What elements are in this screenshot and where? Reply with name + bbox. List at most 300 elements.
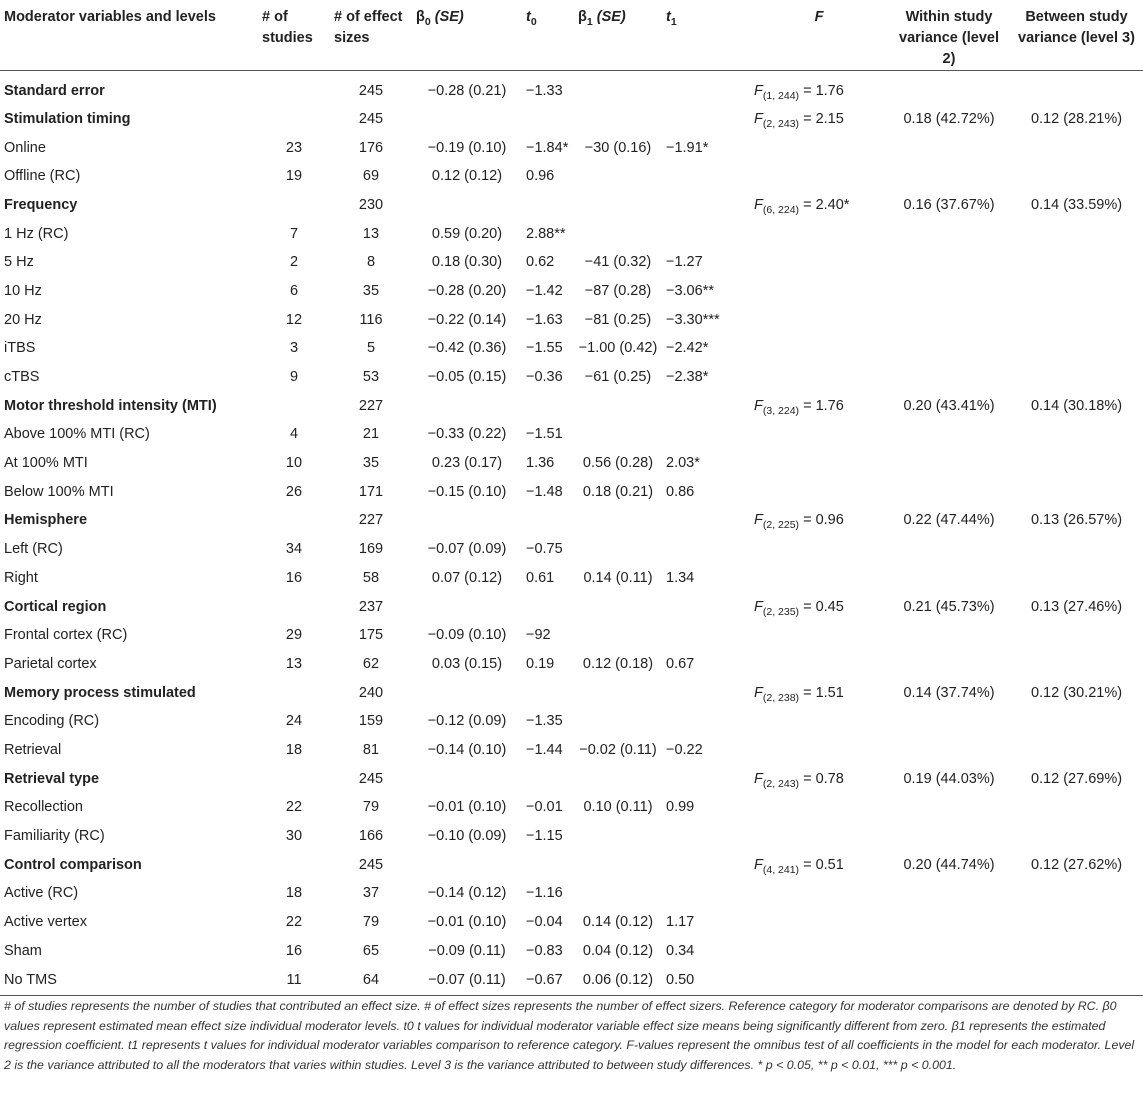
b0-cell: −0.07 (0.11) — [412, 965, 522, 995]
moderator-label: Below 100% MTI — [4, 483, 114, 500]
table-body — [0, 71, 1143, 996]
f-cell — [750, 822, 888, 851]
f-cell — [750, 305, 888, 334]
b1-cell — [574, 592, 662, 621]
table-row — [0, 822, 1143, 851]
between-cell — [1010, 477, 1143, 506]
b1-cell: 0.12 (0.18) — [582, 655, 654, 672]
studies-cell — [258, 592, 330, 621]
t1-cell — [662, 879, 750, 908]
effects-cell: 8 — [366, 254, 376, 271]
t0-cell: 1.36 — [526, 455, 555, 472]
moderator-label: Hemisphere — [4, 512, 88, 529]
table-row — [0, 879, 1143, 908]
t0-cell — [522, 191, 574, 220]
b0-cell: −0.07 (0.09) — [427, 541, 507, 558]
b1-cell — [574, 71, 662, 105]
t0-cell: −1.16 — [526, 885, 563, 902]
studies-cell: 23 — [285, 139, 303, 156]
within-cell: 0.14 (37.74%) — [903, 684, 995, 701]
studies-cell: 18 — [285, 741, 303, 758]
f-cell — [750, 621, 888, 650]
effects-cell: 81 — [362, 741, 380, 758]
f-cell: $F_{(6, 224)} = 2.40*$ — [754, 196, 850, 216]
t1-cell: 1.17 — [666, 914, 695, 931]
t0-cell — [522, 391, 574, 420]
t1-cell: −1.27 — [666, 254, 703, 271]
b1-cell: −1.00 (0.42) — [578, 340, 658, 357]
t1-cell: 0.50 — [662, 965, 750, 995]
b1-cell — [574, 191, 662, 220]
effects-cell: 21 — [362, 426, 380, 443]
b0-cell: −0.28 (0.21) — [427, 82, 507, 99]
between-cell — [1010, 162, 1143, 191]
t1-cell — [662, 219, 750, 248]
moderator-label: Control comparison — [4, 856, 142, 873]
header-effects: # of effect sizes — [330, 0, 412, 71]
studies-cell: 12 — [285, 311, 303, 328]
studies-cell: 6 — [289, 282, 299, 299]
within-cell — [888, 793, 1010, 822]
within-cell: 0.18 (42.72%) — [903, 110, 995, 127]
b1-cell — [574, 391, 662, 420]
b0-cell: −0.01 (0.10) — [427, 799, 507, 816]
t1-cell — [662, 105, 750, 134]
table-row — [0, 133, 1143, 162]
t1-cell — [662, 707, 750, 736]
b0-cell: −0.19 (0.10) — [427, 139, 507, 156]
t1-cell — [662, 191, 750, 220]
t0-cell — [522, 850, 574, 879]
b1-cell: 0.10 (0.11) — [583, 799, 653, 816]
within-cell — [888, 219, 1010, 248]
moderator-header-row — [0, 105, 1143, 134]
studies-cell: 10 — [285, 455, 303, 472]
effects-cell: 166 — [358, 828, 384, 845]
effects-cell: 53 — [362, 369, 380, 386]
f-cell: $F_{(3, 224)} = 1.76$ — [754, 397, 844, 417]
between-cell — [1010, 793, 1143, 822]
b1-cell: 0.14 (0.11) — [583, 569, 653, 586]
t1-cell — [662, 592, 750, 621]
within-cell — [888, 535, 1010, 564]
within-cell — [888, 334, 1010, 363]
b0-cell — [412, 764, 522, 793]
table-row — [0, 162, 1143, 191]
header-moderator: Moderator variables and levels — [0, 0, 258, 71]
studies-cell: 9 — [289, 369, 299, 386]
f-cell — [750, 908, 888, 937]
b0-cell: −0.42 (0.36) — [427, 340, 507, 357]
table-row — [0, 420, 1143, 449]
effects-cell: 245 — [358, 770, 384, 787]
moderator-label: Motor threshold intensity (MTI) — [4, 397, 217, 414]
f-cell — [750, 965, 888, 995]
studies-cell: 3 — [289, 340, 299, 357]
between-cell — [1010, 71, 1143, 105]
moderator-label: cTBS — [4, 369, 40, 386]
within-cell: 0.20 (44.74%) — [903, 856, 995, 873]
table-row — [0, 305, 1143, 334]
b1-cell: 0.56 (0.28) — [582, 455, 654, 472]
f-cell — [750, 936, 888, 965]
header-t1: $t_1$ — [662, 0, 750, 71]
between-cell — [1010, 219, 1143, 248]
moderator-header-row — [0, 678, 1143, 707]
within-cell — [888, 822, 1010, 851]
t0-cell: −1.42 — [526, 282, 563, 299]
b1-cell: −87 (0.28) — [584, 282, 652, 299]
table-row — [0, 277, 1143, 306]
within-cell: 0.21 (45.73%) — [903, 598, 995, 615]
moderator-label: Above 100% MTI (RC) — [4, 426, 150, 443]
between-cell: 0.12 (27.62%) — [1030, 856, 1123, 873]
between-cell — [1010, 449, 1143, 478]
f-cell — [750, 535, 888, 564]
b0-cell — [412, 850, 522, 879]
studies-cell: 7 — [289, 225, 299, 242]
moderator-label: Online — [4, 139, 46, 156]
within-cell — [888, 71, 1010, 105]
b1-cell — [574, 707, 662, 736]
moderator-label: 10 Hz — [4, 282, 42, 299]
between-cell: 0.12 (27.69%) — [1030, 770, 1123, 787]
effects-cell: 245 — [358, 856, 384, 873]
b0-cell — [412, 391, 522, 420]
t1-cell: 2.03* — [666, 455, 700, 472]
between-cell — [1010, 363, 1143, 392]
t1-cell: 0.99 — [666, 799, 695, 816]
f-cell — [750, 650, 888, 679]
effects-cell: 65 — [362, 942, 380, 959]
t1-cell — [662, 420, 750, 449]
moderator-label: Stimulation timing — [4, 110, 131, 127]
f-cell: $F_{(2, 235)} = 0.45$ — [754, 598, 844, 618]
b1-cell — [574, 105, 662, 134]
b0-cell: 0.03 (0.15) — [431, 655, 503, 672]
studies-cell: 29 — [285, 627, 303, 644]
within-cell: 0.20 (43.41%) — [903, 397, 995, 414]
b0-cell: −0.09 (0.10) — [427, 627, 507, 644]
effects-cell: 240 — [358, 684, 384, 701]
within-cell: 0.16 (37.67%) — [903, 196, 995, 213]
studies-cell: 4 — [289, 426, 299, 443]
t0-cell: −0.67 — [522, 965, 574, 995]
t0-cell — [522, 678, 574, 707]
t1-cell — [662, 822, 750, 851]
t1-cell: 0.86 — [666, 483, 695, 500]
effects-cell: 35 — [362, 282, 380, 299]
t0-cell: 2.88** — [526, 225, 566, 242]
within-cell: 0.22 (47.44%) — [903, 512, 995, 529]
between-cell — [1010, 936, 1143, 965]
b0-cell — [412, 506, 522, 535]
f-cell — [750, 133, 888, 162]
moderator-label: 20 Hz — [4, 311, 42, 328]
header-b1: $\beta_1$ (SE) — [574, 0, 662, 71]
t1-cell: −2.42* — [666, 340, 709, 357]
studies-cell: 24 — [285, 713, 303, 730]
between-cell: 0.12 (28.21%) — [1030, 110, 1123, 127]
between-cell — [1010, 277, 1143, 306]
t0-cell: 0.19 — [526, 655, 555, 672]
f-cell: $F_{(2, 243)} = 2.15$ — [754, 110, 844, 130]
f-cell: $F_{(2, 238)} = 1.51$ — [754, 684, 844, 704]
effects-cell: 62 — [362, 655, 380, 672]
b1-cell — [574, 678, 662, 707]
effects-cell: 245 — [358, 110, 384, 127]
between-cell — [1010, 822, 1143, 851]
b1-cell: −41 (0.32) — [584, 254, 652, 271]
t0-cell: −0.75 — [526, 541, 563, 558]
t0-cell: 0.62 — [526, 254, 555, 271]
b0-cell: −0.14 (0.12) — [427, 885, 507, 902]
between-cell: 0.12 (30.21%) — [1030, 684, 1123, 701]
moderator-label: Sham — [4, 942, 42, 959]
b1-cell — [574, 879, 662, 908]
between-cell: 0.13 (27.46%) — [1030, 598, 1123, 615]
effects-cell: 5 — [366, 340, 376, 357]
f-cell: $F_{(2, 225)} = 0.96$ — [754, 512, 844, 532]
t0-cell — [522, 506, 574, 535]
f-cell: $F_{(2, 243)} = 0.78$ — [754, 770, 844, 790]
t0-cell: −0.04 — [526, 914, 563, 931]
between-cell — [1010, 420, 1143, 449]
t1-cell: −3.30*** — [666, 311, 720, 328]
between-cell — [1010, 650, 1143, 679]
effects-cell: 175 — [358, 627, 384, 644]
studies-cell: 26 — [285, 483, 303, 500]
effects-cell: 79 — [362, 914, 380, 931]
t1-cell: 1.34 — [666, 569, 695, 586]
within-cell: 0.19 (44.03%) — [903, 770, 995, 787]
t0-cell: −1.51 — [526, 426, 563, 443]
table-row — [0, 707, 1143, 736]
f-cell: $F_{(1, 244)} = 1.76$ — [754, 82, 844, 102]
b1-cell: 0.04 (0.12) — [582, 942, 654, 959]
between-cell — [1010, 334, 1143, 363]
b0-cell: −0.15 (0.10) — [427, 483, 507, 500]
b0-cell: −0.22 (0.14) — [427, 311, 507, 328]
table-row — [0, 363, 1143, 392]
t1-cell — [662, 678, 750, 707]
b1-cell — [574, 822, 662, 851]
effects-cell: 13 — [362, 225, 380, 242]
effects-cell: 116 — [359, 311, 383, 328]
b0-cell — [412, 592, 522, 621]
studies-cell — [258, 764, 330, 793]
between-cell: 0.14 (33.59%) — [1030, 196, 1123, 213]
f-cell — [750, 879, 888, 908]
effects-cell: 237 — [358, 598, 384, 615]
b0-cell: 0.18 (0.30) — [431, 254, 503, 271]
effects-cell: 176 — [358, 139, 384, 156]
between-cell — [1010, 965, 1143, 995]
t0-cell: −1.44 — [526, 741, 563, 758]
effects-cell: 230 — [358, 196, 384, 213]
t1-cell — [662, 162, 750, 191]
header-t0: $t_0$ — [522, 0, 574, 71]
t0-cell — [522, 105, 574, 134]
b0-cell: 0.59 (0.20) — [431, 225, 503, 242]
t0-cell: −0.36 — [526, 369, 563, 386]
header-between: Between study variance (level 3) — [1010, 0, 1143, 71]
within-cell — [888, 133, 1010, 162]
moderator-label: Retrieval — [4, 741, 62, 758]
between-cell: 0.13 (26.57%) — [1030, 512, 1123, 529]
t1-cell: 0.67 — [666, 655, 695, 672]
b1-cell: 0.18 (0.21) — [582, 483, 654, 500]
t0-cell: −1.55 — [526, 340, 563, 357]
within-cell — [888, 908, 1010, 937]
within-cell — [888, 449, 1010, 478]
moderator-header-row — [0, 592, 1143, 621]
b0-cell: −0.05 (0.15) — [427, 369, 507, 386]
studies-cell: 13 — [285, 655, 303, 672]
table-row — [0, 564, 1143, 593]
b0-cell: −0.10 (0.09) — [427, 828, 507, 845]
b1-cell — [574, 420, 662, 449]
moderator-label: 1 Hz (RC) — [4, 225, 69, 242]
b1-cell — [574, 764, 662, 793]
b1-cell — [574, 535, 662, 564]
moderator-label: Active vertex — [4, 914, 87, 931]
table-footnote: # of studies represents the number of studies that contributed an effect size. # of effect sizes represents the number of effect sizers. Reference category for moderator comparisons are denoted by RC. β0 values represent estimated mean effect size individual moderator levels. t0 t values for individual moderator variable effect size means being significantly different from zero. β1 represents the estimated regression coefficient. t1 represents t values for individual moderator variables comparison to reference category. F-values represent the omnibus test of all coefficients in the model for each moderator. Level 2 is the variance attributed to all the moderators that varies within studies. Level 3 is the variance attributed to between study differences. * p < 0.05, ** p < 0.01, *** p < 0.001. — [4, 999, 1135, 1072]
studies-cell: 11 — [258, 965, 330, 995]
between-cell — [1010, 564, 1143, 593]
effects-cell: 64 — [330, 965, 412, 995]
t0-cell — [522, 592, 574, 621]
t0-cell: 0.61 — [526, 569, 555, 586]
t0-cell: −1.33 — [526, 82, 563, 99]
studies-cell: 16 — [285, 942, 303, 959]
studies-cell: 22 — [285, 799, 303, 816]
header-row — [0, 0, 1143, 71]
studies-cell — [258, 71, 330, 105]
t1-cell — [662, 621, 750, 650]
moderator-label: Encoding (RC) — [4, 713, 100, 730]
effects-cell: 169 — [358, 541, 384, 558]
b0-cell: −0.33 (0.22) — [427, 426, 507, 443]
b0-cell: 0.23 (0.17) — [431, 455, 503, 472]
table-row — [0, 477, 1143, 506]
between-cell — [1010, 707, 1143, 736]
b1-cell — [574, 219, 662, 248]
t1-cell — [662, 764, 750, 793]
table-row — [0, 650, 1143, 679]
t1-cell: 0.34 — [666, 942, 695, 959]
within-cell — [888, 477, 1010, 506]
within-cell — [888, 363, 1010, 392]
within-cell — [888, 621, 1010, 650]
t0-cell: 0.96 — [526, 168, 555, 185]
b0-cell: −0.28 (0.20) — [427, 282, 507, 299]
b1-cell: −0.02 (0.11) — [579, 741, 657, 758]
b0-cell: −0.09 (0.11) — [428, 942, 506, 959]
table-row — [0, 908, 1143, 937]
header-within: Within study variance (level 2) — [888, 0, 1010, 71]
between-cell: 0.14 (30.18%) — [1030, 397, 1123, 414]
studies-cell: 2 — [289, 254, 299, 271]
effects-cell: 159 — [358, 713, 384, 730]
moderator-label: Right — [4, 569, 38, 586]
b1-cell — [574, 850, 662, 879]
t1-cell: −0.22 — [666, 741, 703, 758]
table-row — [0, 621, 1143, 650]
between-cell — [1010, 133, 1143, 162]
header-f: F — [750, 0, 888, 71]
t0-cell: −0.83 — [526, 942, 563, 959]
moderator-header-row — [0, 191, 1143, 220]
between-cell — [1010, 305, 1143, 334]
within-cell — [888, 707, 1010, 736]
moderator-label: Retrieval type — [4, 770, 100, 787]
b0-cell — [412, 191, 522, 220]
f-cell — [750, 248, 888, 277]
within-cell — [888, 305, 1010, 334]
f-cell — [750, 564, 888, 593]
t1-cell — [662, 535, 750, 564]
t0-cell: −1.63 — [526, 311, 563, 328]
table-row — [0, 965, 1143, 995]
moderator-header-row — [0, 764, 1143, 793]
studies-cell: 30 — [285, 828, 303, 845]
table-row — [0, 449, 1143, 478]
f-cell — [750, 219, 888, 248]
moderator-label: Cortical region — [4, 598, 107, 615]
within-cell — [888, 277, 1010, 306]
within-cell — [888, 965, 1010, 995]
f-cell — [750, 707, 888, 736]
f-cell — [750, 477, 888, 506]
moderator-label: Parietal cortex — [4, 655, 97, 672]
effects-cell: 37 — [362, 885, 380, 902]
f-cell — [750, 420, 888, 449]
b0-cell: −0.14 (0.10) — [427, 741, 507, 758]
between-cell — [1010, 736, 1143, 765]
header-b0: $\beta_0$ (SE) — [412, 0, 522, 71]
t1-cell — [662, 850, 750, 879]
t1-cell — [662, 506, 750, 535]
between-cell — [1010, 908, 1143, 937]
t0-cell: −1.35 — [526, 713, 563, 730]
effects-cell: 245 — [358, 82, 384, 99]
within-cell — [888, 650, 1010, 679]
effects-cell: 58 — [362, 569, 380, 586]
f-cell — [750, 363, 888, 392]
b0-cell: −0.12 (0.09) — [427, 713, 507, 730]
t1-cell: −1.91* — [666, 139, 709, 156]
studies-cell — [258, 850, 330, 879]
studies-cell — [258, 105, 330, 134]
table-row — [0, 248, 1143, 277]
t1-cell — [662, 391, 750, 420]
studies-cell: 34 — [285, 541, 303, 558]
within-cell — [888, 936, 1010, 965]
table-row — [0, 936, 1143, 965]
within-cell — [888, 564, 1010, 593]
f-cell — [750, 736, 888, 765]
b1-cell: 0.06 (0.12) — [574, 965, 662, 995]
moderator-header-row — [0, 506, 1143, 535]
between-cell — [1010, 879, 1143, 908]
within-cell — [888, 879, 1010, 908]
f-cell — [750, 277, 888, 306]
b1-cell — [574, 506, 662, 535]
table-row — [0, 535, 1143, 564]
f-cell — [750, 162, 888, 191]
moderator-label: iTBS — [4, 340, 36, 357]
